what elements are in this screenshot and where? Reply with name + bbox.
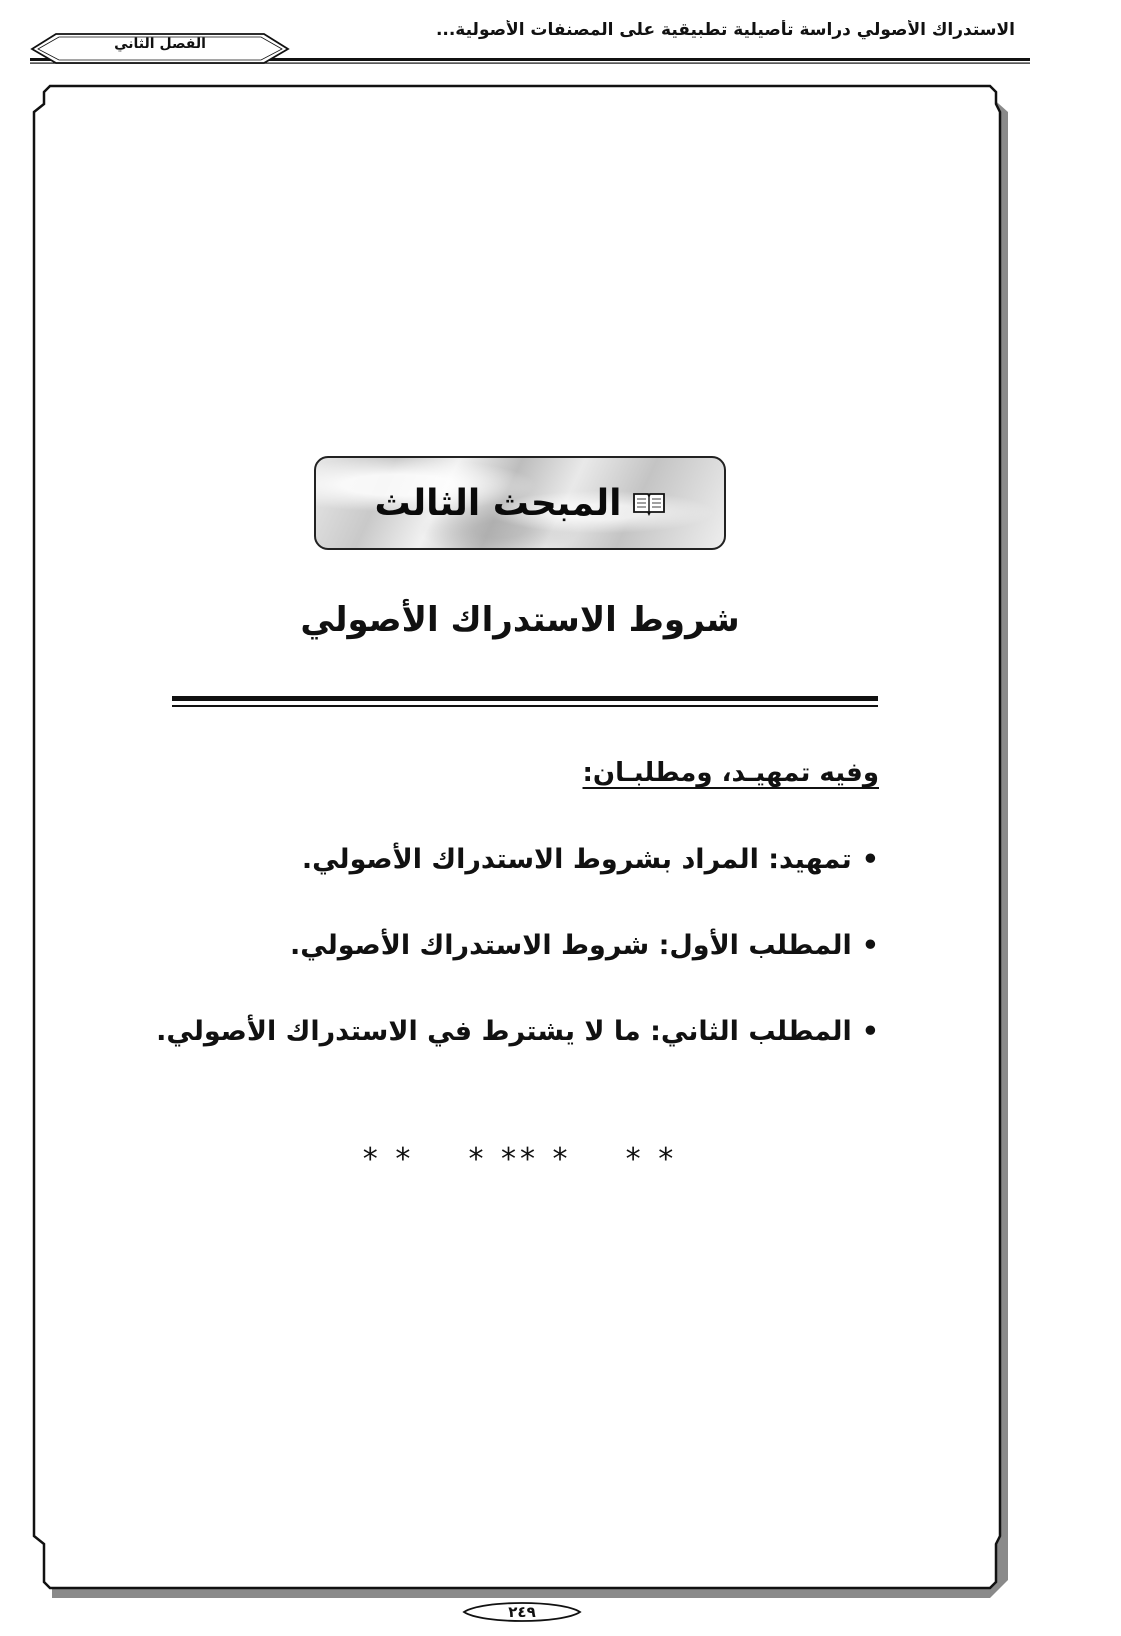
list-item — [159, 926, 879, 1012]
bullet-icon: • — [861, 1016, 879, 1047]
list-item-text: تمهيد: المراد بشروط الاستدراك الأصولي. — [301, 844, 852, 875]
bullet-icon: • — [861, 844, 879, 875]
outline-list — [156, 840, 879, 1098]
title-rule — [172, 696, 878, 701]
running-title: الاستدراك الأصولي دراسة تأصيلية تطبيقية على المصنفات الأصولية... — [435, 20, 1015, 40]
section-plaque — [314, 456, 726, 550]
list-item — [156, 1012, 879, 1098]
page-number: ٢٤٩ — [508, 1603, 536, 1621]
list-item — [159, 840, 879, 926]
list-item-text: المطلب الثاني: ما لا يشترط في الاستدراك الأصولي. — [156, 1016, 852, 1047]
book-icon — [632, 490, 666, 516]
chapter-label: الفصل الثاني — [114, 36, 206, 52]
list-item-text: المطلب الأول: شروط الاستدراك الأصولي. — [290, 930, 852, 961]
section-title: المبحث الثالث — [374, 482, 622, 524]
intro-heading: وفيه تمهيـد، ومطلبـان: — [582, 758, 879, 788]
separator-asterisks: * * * ** * * * — [362, 1142, 678, 1177]
main-title: شروط الاستدراك الأصولي — [300, 600, 740, 640]
bullet-icon: • — [861, 930, 879, 961]
title-rule-thin — [172, 705, 878, 707]
